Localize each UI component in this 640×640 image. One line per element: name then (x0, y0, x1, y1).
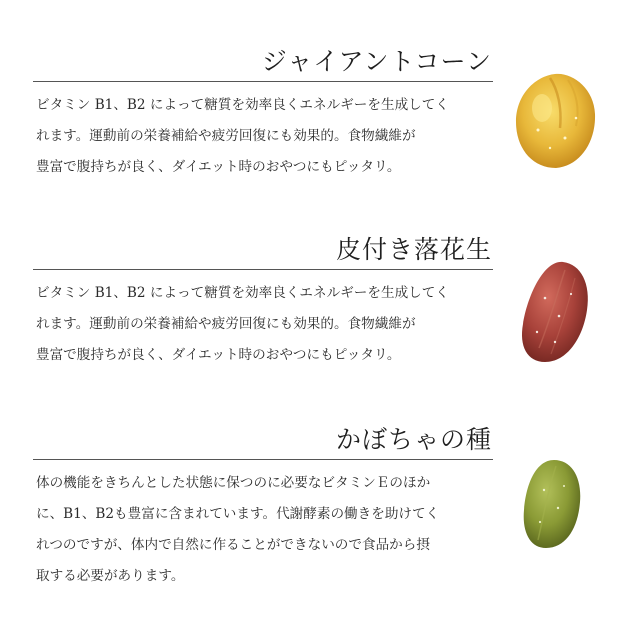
description-line: に、B1、B2も豊富に含まれています。代謝酵素の働きを助けてく (36, 506, 440, 522)
section-description (36, 90, 496, 183)
pumpkin-seed-image (518, 456, 584, 552)
giant-corn-kernel-image (510, 68, 600, 172)
skin-peanut-image (515, 258, 595, 368)
section-giant-corn (0, 0, 640, 200)
description-line: 豊富で腹持ちが良く、ダイエット時のおやつにもピッタリ。 (36, 347, 401, 363)
section-description (36, 278, 496, 371)
title-underline (33, 269, 493, 270)
description-line: れつのですが、体内で自然に作ることができないので食品から摂 (36, 537, 430, 553)
section-description (36, 468, 496, 592)
description-line: ビタミン B1、B2 によって糖質を効率良くエネルギーを生成してく (36, 285, 449, 301)
section-title: かぼちゃの種 (335, 425, 492, 454)
description-line: れます。運動前の栄養補給や疲労回復にも効果的。食物繊維が (36, 128, 416, 144)
description-line: ビタミン B1、B2 によって糖質を効率良くエネルギーを生成してく (36, 97, 449, 113)
description-line: 取する必要があります。 (36, 568, 185, 584)
section-title: ジャイアントコーン (261, 47, 492, 76)
section-skin-peanut (0, 200, 640, 400)
section-title: 皮付き落花生 (335, 235, 492, 264)
section-pumpkin-seed (0, 400, 640, 600)
description-line: 体の機能をきちんとした状態に保つのに必要なビタミンＥのほか (36, 475, 431, 491)
description-line: れます。運動前の栄養補給や疲労回復にも効果的。食物繊維が (36, 316, 416, 332)
title-underline (33, 81, 493, 82)
title-underline (33, 459, 493, 460)
description-line: 豊富で腹持ちが良く、ダイエット時のおやつにもピッタリ。 (36, 159, 401, 175)
